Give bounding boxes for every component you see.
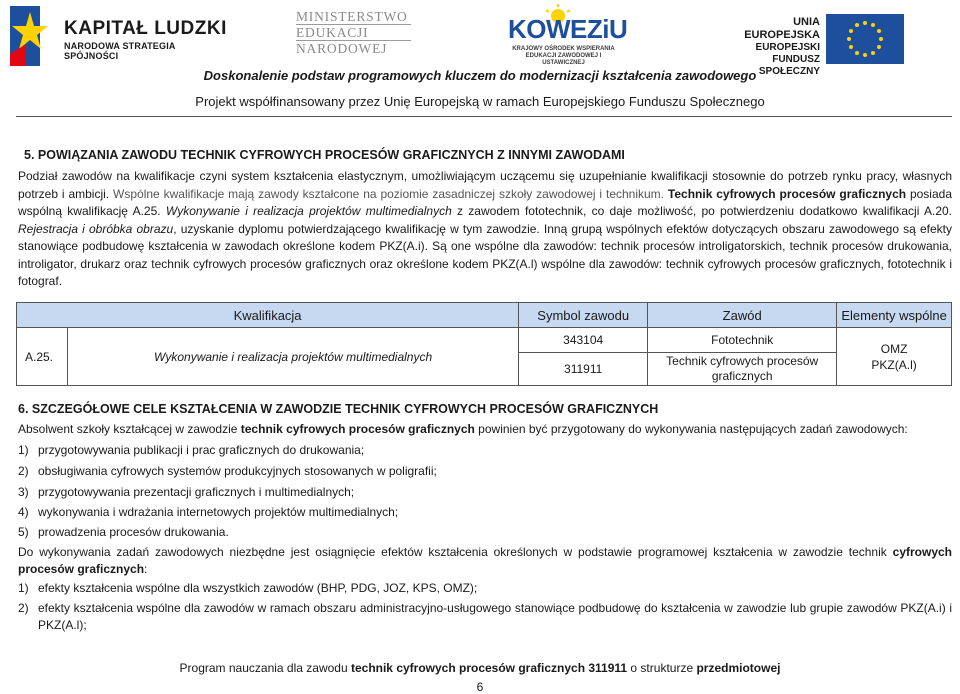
section6-intro	[18, 421, 952, 438]
section6-title: 6. SZCZEGÓŁOWE CELE KSZTAŁCENIA W ZAWODZIE TECHNIK CYFROWYCH PROCESÓW GRAFICZNYCH	[18, 402, 659, 416]
profession-symbol: 311911	[519, 353, 648, 386]
list-item	[18, 442, 952, 459]
kapital-ludzki-subtitle: NARODOWA STRATEGIA SPÓJNOŚCI	[64, 41, 176, 61]
eu-line2: EUROPEJSKI	[755, 42, 820, 53]
eu-line3: FUNDUSZ SPOŁECZNY	[758, 54, 820, 77]
list-text: efekty kształcenia wspólne dla wszystkich zawodów (BHP, PDG, JOZ, KPS, OMZ);	[38, 581, 478, 595]
eu-flag-icon	[826, 14, 904, 64]
eu-line1: UNIA EUROPEJSKA	[744, 16, 820, 41]
table-header-cell: Elementy wspólne	[837, 303, 952, 328]
project-title: Doskonalenie podstaw programowych kluczem do modernizacji kształcenia zawodowego	[203, 68, 757, 83]
footer-text-c: o strukturze	[627, 661, 697, 675]
section6-intro-c: powinien być przygotowany do wykonywania następujących zadań zawodowych:	[474, 422, 908, 436]
qualifications-table	[16, 302, 952, 386]
section5-text-f: z zawodem fototechnik, co daje możliwość, po potwierdzeniu dodatkowo kwalifikacji A.20.	[451, 204, 952, 218]
ministry-line1: MINISTERSTWO	[296, 9, 408, 24]
header-divider	[16, 116, 952, 117]
section6-p2-b: cyfrowych procesów graficznych	[18, 545, 952, 576]
common-elements-text: OMZ PKZ(A.l)	[871, 341, 917, 372]
section5-text-h: , uzyskanie dyplomu potwierdzającego kwalifikację w tym zawodzie. Inną grupą wspólnych efektów dotyczących obszaru zawodowego są efekty stanowiące podbudowę kształcenia w zawodach określone kodem PKZ(A.i). Są one wspólne dla zawodów: technik procesów introligatorskich, technik procesów drukowania, introligator, drukarz oraz technik cyfrowych procesów graficznych oraz określone kodem PKZ(A.l) wspólne dla zawodów: technik cyfrowych procesów graficznych, fototechnik i fotograf.	[18, 221, 952, 288]
list-number: 1)	[18, 581, 29, 595]
ministry-line3: NARODOWEJ	[296, 41, 388, 56]
ministry-logo	[296, 10, 416, 60]
footer-text-b: technik cyfrowych procesów graficznych 311911	[350, 661, 628, 675]
ministry-line2: EDUKACJI	[296, 25, 369, 40]
section6-paragraph2	[18, 544, 952, 578]
page-number: 6	[476, 680, 484, 694]
list-item	[18, 504, 952, 521]
profession-name: Fototechnik	[648, 328, 837, 353]
common-elements	[837, 328, 952, 386]
list-text: przygotowywania prezentacji graficznych i multimedialnych;	[38, 485, 355, 499]
section5-text-d: posiada wspólną kwalifikację A.25.	[18, 186, 952, 218]
list-number: 1)	[18, 443, 29, 457]
list-item	[18, 463, 952, 480]
qualification-code: A.25.	[17, 328, 68, 386]
section5-text-a: Podział zawodów na kwalifikacje czyni system kształcenia elastycznym, umożliwiającym uczącemu się uzupełnianie kwalifikacji stosownie do potrzeb rynku pracy, własnych potrzeb i ambicji.	[18, 169, 952, 201]
section5-text-e: Wykonywanie i realizacja projektów multimedialnych	[165, 204, 452, 218]
section5-text-c: Technik cyfrowych procesów graficznych	[667, 186, 907, 201]
profession-name-text: Technik cyfrowych procesów graficznych	[666, 354, 819, 383]
section6-intro-a: Absolwent szkoły kształcącej w zawodzie	[18, 422, 241, 436]
table-header-cell: Zawód	[648, 303, 837, 328]
table-header-row	[17, 303, 952, 328]
list-number: 2)	[18, 464, 29, 478]
koweziu-logo	[500, 6, 628, 68]
list-number: 4)	[18, 505, 29, 519]
kapital-ludzki-logo	[6, 4, 228, 68]
profession-name	[648, 353, 837, 386]
table-header-cell: Kwalifikacja	[17, 303, 519, 328]
section5-title: 5. POWIĄZANIA ZAWODU TECHNIK CYFROWYCH PROCESÓW GRAFICZNYCH Z INNYMI ZAWODAMI	[24, 148, 625, 162]
table-row	[17, 328, 952, 353]
list-number: 2)	[18, 601, 29, 615]
list-text: obsługiwania cyfrowych systemów produkcyjnych stosowanych w poligrafii;	[38, 464, 437, 478]
list-text: wykonywania i wdrażania internetowych projektów multimedialnych;	[38, 505, 399, 519]
qualification-name: Wykonywanie i realizacja projektów multimedialnych	[68, 328, 519, 386]
page-footer	[0, 661, 960, 675]
section6-p2-a: Do wykonywania zadań zawodowych niezbędne jest osiągnięcie efektów kształcenia określonych w podstawie programowej kształcenia w zawodzie technik	[18, 545, 893, 559]
section6-intro-b: technik cyfrowych procesów graficznych	[240, 422, 475, 436]
kapital-ludzki-title: KAPITAŁ LUDZKI	[64, 18, 227, 39]
list-item	[18, 580, 952, 597]
list-item	[18, 600, 952, 634]
footer-text-d: przedmiotowej	[696, 661, 781, 675]
profession-symbol: 343104	[519, 328, 648, 353]
section6-p2-c: :	[144, 562, 148, 576]
list-text: prowadzenia procesów drukowania.	[38, 525, 229, 539]
section5-text-b: Wspólne kwalifikacje mają zawody kształcone na poziomie zasadniczej szkoły zawodowej i technikum.	[109, 186, 668, 201]
project-cofinancing: Projekt współfinansowany przez Unię Europejską w ramach Europejskiego Funduszu Społecznego	[195, 94, 765, 109]
list-item	[18, 524, 952, 541]
table-header-cell: Symbol zawodu	[519, 303, 648, 328]
koweziu-title: KOWEZiU	[508, 14, 628, 44]
list-text: efekty kształcenia wspólne dla zawodów w ramach obszaru administracyjno-usługowego stanowiące podbudowę do kształcenia w zawodzie lub grupie zawodów PKZ(A.i) i PKZ(A.l);	[38, 601, 952, 632]
list-number: 5)	[18, 525, 29, 539]
koweziu-subtitle: KRAJOWY OŚRODEK WSPIERANIA EDUKACJI ZAWODOWEJ I USTAWICZNEJ	[512, 46, 615, 66]
list-text: przygotowywania publikacji i prac graficznych do drukowania;	[38, 443, 365, 457]
section5-paragraph	[18, 168, 952, 291]
section5-text-g: Rejestracja i obróbka obrazu	[18, 221, 174, 236]
footer-text-a: Program nauczania dla zawodu	[179, 661, 351, 675]
list-number: 3)	[18, 485, 29, 499]
star-icon	[6, 4, 60, 68]
eu-logo	[716, 14, 906, 77]
list-item	[18, 484, 952, 501]
